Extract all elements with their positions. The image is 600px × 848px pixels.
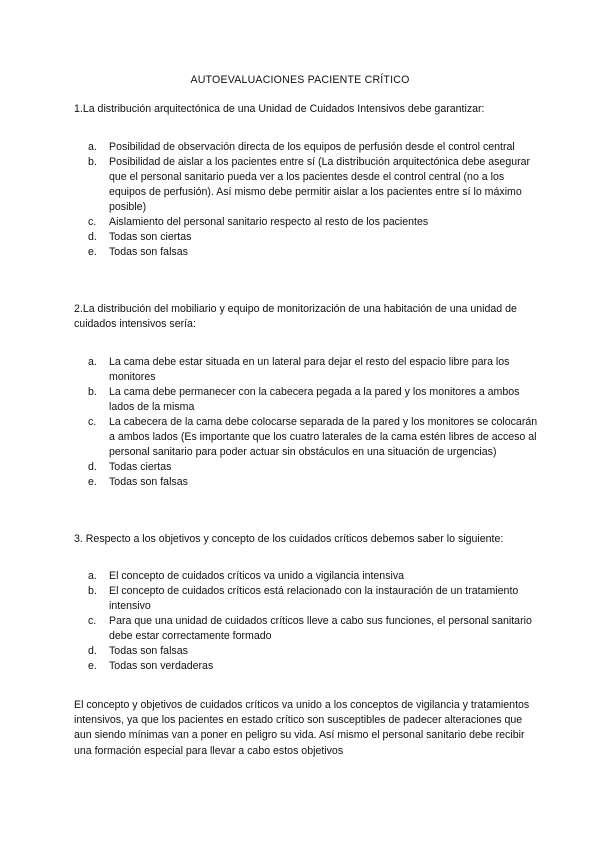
question-3-options: [88, 569, 538, 674]
option-1e: [88, 245, 538, 260]
option-text: El concepto de cuidados críticos está relacionado con la instauración de un tratamiento intensivo: [109, 585, 519, 612]
page-title: AUTOEVALUACIONES PACIENTE CRÍTICO: [190, 74, 410, 86]
option-marker: e.: [88, 476, 97, 488]
option-marker: b.: [88, 156, 97, 168]
option-text: La cama debe estar situada en un lateral para dejar el resto del espacio libre para los monitores: [109, 356, 510, 383]
option-2e: [88, 475, 538, 490]
option-3e: [88, 659, 538, 674]
explanation-paragraph: El concepto y objetivos de cuidados críticos va unido a los conceptos de vigilancia y tratamientos intensivos, ya que los pacientes en estado crítico son susceptibles de padecer alteraciones que aun siendo mínimas van a poner en peligro su vida. Así mismo el personal sanitario debe recibir una formación especial para llevar a cabo estos objetivos: [74, 699, 530, 757]
option-3a: [88, 569, 538, 584]
option-2c: [88, 415, 538, 460]
option-1b: [88, 155, 538, 215]
question-1-options: [88, 140, 538, 260]
option-marker: d.: [88, 231, 97, 243]
option-marker: e.: [88, 246, 97, 258]
option-3c: [88, 614, 538, 644]
option-marker: d.: [88, 461, 97, 473]
option-1d: [88, 230, 538, 245]
option-marker: e.: [88, 660, 97, 672]
option-marker: d.: [88, 645, 97, 657]
option-text: Para que una unidad de cuidados críticos lleve a cabo sus funciones, el personal sanitario debe estar correctamente formado: [109, 615, 532, 642]
option-marker: a.: [88, 356, 97, 368]
question-1: 1.La distribución arquitectónica de una Unidad de Cuidados Intensivos debe garantizar:: [74, 103, 485, 115]
option-marker: c.: [88, 615, 97, 627]
option-marker: c.: [88, 216, 97, 228]
option-text: Todas ciertas: [109, 461, 172, 473]
question-3: 3. Respecto a los objetivos y concepto de los cuidados críticos debemos saber lo siguiente:: [74, 533, 504, 545]
option-text: La cabecera de la cama debe colocarse separada de la pared y los monitores se colocarán a ambos lados (Es importante que los cuatro laterales de la cama estén libres de acceso al personal sanitario para poder actuar sin obstáculos en una situación de urgencias): [109, 416, 538, 458]
option-text: El concepto de cuidados críticos va unido a vigilancia intensiva: [109, 570, 405, 582]
option-3d: [88, 644, 538, 659]
option-text: Posibilidad de aislar a los pacientes entre sí (La distribución arquitectónica debe asegurar que el personal sanitario pueda ver a los pacientes desde el control central (no a los equipos de perfusión). Así mismo debe permitir aislar a los pacientes entre sí lo máximo posible): [109, 156, 531, 213]
option-text: Aislamiento del personal sanitario respecto al resto de los pacientes: [109, 216, 429, 228]
question-2: 2.La distribución del mobiliario y equipo de monitorización de una habitación de una unidad de cuidados intensivos sería:: [74, 303, 517, 330]
option-marker: a.: [88, 570, 97, 582]
option-text: Todas son falsas: [109, 645, 188, 657]
option-1a: [88, 140, 538, 155]
question-2-options: [88, 355, 538, 490]
option-text: Todas son falsas: [109, 476, 188, 488]
option-marker: a.: [88, 141, 97, 153]
option-1c: [88, 215, 538, 230]
option-text: La cama debe permanecer con la cabecera pegada a la pared y los monitores a ambos lados de la misma: [109, 386, 520, 413]
option-marker: b.: [88, 585, 97, 597]
option-2d: [88, 460, 538, 475]
option-2b: [88, 385, 538, 415]
option-marker: b.: [88, 386, 97, 398]
option-text: Todas son falsas: [109, 246, 188, 258]
option-text: Posibilidad de observación directa de los equipos de perfusión desde el control central: [109, 141, 515, 153]
option-marker: c.: [88, 416, 97, 428]
option-text: Todas son verdaderas: [109, 660, 214, 672]
option-3b: [88, 584, 538, 614]
option-2a: [88, 355, 538, 385]
option-text: Todas son ciertas: [109, 231, 192, 243]
